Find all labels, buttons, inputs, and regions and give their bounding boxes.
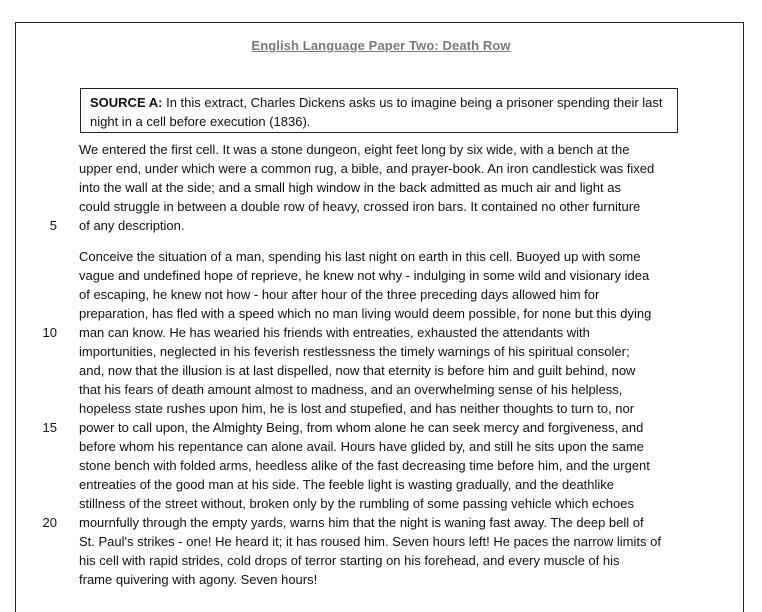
source-description: In this extract, Charles Dickens asks us to imagine being a prisoner spending their last night in a cell before execution (1836). [90, 95, 663, 129]
paragraph2-line: St. Paul's strikes - one! He heard it; it has roused him. Seven hours left! He paces the narrow limits of [79, 534, 661, 549]
paragraph2-line: preparation, has fled with a speed which no man living would deem possible, for none but this dying [79, 306, 652, 321]
paragraph1-line: of any description. [79, 218, 185, 233]
paragraph2-line: power to call upon, the Almighty Being, from whom alone he can seek mercy and forgiveness, and [79, 420, 644, 435]
paragraph2-line: and, now that the illusion is at last dispelled, now that eternity is before him and guilt behind, now [79, 363, 636, 378]
line-number: 5 [49, 218, 57, 233]
paragraph1-line: We entered the first cell. It was a stone dungeon, eight feet long by six wide, with a bench at the [79, 142, 630, 157]
paragraph1-line: upper end, under which were a common rug, a bible, and prayer-book. An iron candlestick was fixed [79, 161, 655, 176]
line-number: 10 [42, 325, 57, 340]
paragraph2-line: his cell with rapid strides, cold drops of terror starting on his forehead, and every muscle of his [79, 553, 620, 568]
paragraph2-line: that his fears of death amount almost to madness, and an overwhelming sense of his helpless, [79, 382, 623, 397]
document-title: English Language Paper Two: Death Row [251, 38, 511, 53]
paragraph2-line: entreaties of the good man at his side. The feeble light is wasting gradually, and the deathlike [79, 477, 615, 492]
paragraph2-line: frame quivering with agony. Seven hours! [79, 572, 318, 587]
paragraph2-line: man can know. He has wearied his friends with entreaties, exhausted the attendants with [79, 325, 590, 340]
paragraph1-line: could struggle in between a double row of heavy, crossed iron bars. It contained no other furniture [79, 199, 641, 214]
paragraph2-line: of escaping, he knew not how - hour after hour of the three preceding days allowed him for [79, 287, 600, 302]
line-number: 15 [42, 420, 57, 435]
line-number: 20 [42, 515, 57, 530]
paragraph2-line: Conceive the situation of a man, spending his last night on earth in this cell. Buoyed up with some [79, 249, 641, 264]
source-box [80, 88, 678, 133]
paragraph1-line: into the wall at the side; and a small high window in the back admitted as much air and light as [79, 180, 621, 195]
paragraph2-line: hopeless state rushes upon him, he is lost and stupefied, and has neither thoughts to turn to, nor [79, 401, 635, 416]
paragraph2-line: importunities, neglected in his feverish restlessness the timely warnings of his spiritual consoler; [79, 344, 630, 359]
paragraph2-line: before whom his repentance can alone avail. Hours have glided by, and still he sits upon the same [79, 439, 644, 454]
paragraph2-line: vague and undefined hope of reprieve, he knew not why - indulging in some wild and visionary idea [79, 268, 650, 283]
paragraph2-line: stillness of the street without, broken only by the rumbling of some passing vehicle which echoes [79, 496, 634, 511]
paragraph2-line: stone bench with folded arms, heedless alike of the fast decreasing time before him, and the urgent [79, 458, 650, 473]
source-label: SOURCE A: [90, 95, 163, 110]
paragraph2-line: mournfully through the empty yards, warns him that the night is waning fast away. The deep bell of [79, 515, 644, 530]
